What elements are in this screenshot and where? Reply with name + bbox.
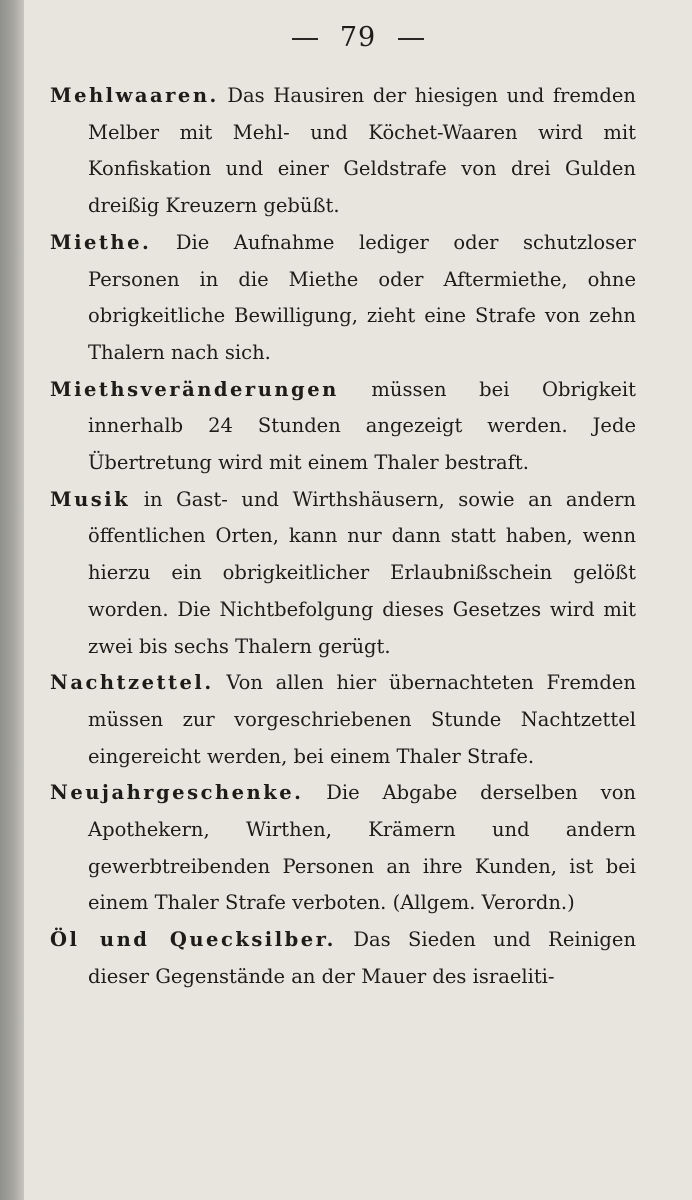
entry-headword: Neujahrgeschenke. [50, 781, 304, 805]
entry-headword: Musik [50, 487, 131, 511]
entry-text: Von allen hier übernachteten Fremden müssen zur vorgeschriebenen Stunde Nachtzettel eingereicht werden, bei einem Thaler Strafe. [88, 671, 636, 768]
entry-mehlwaaren [50, 78, 636, 225]
entry-headword: Mehlwaaren. [50, 84, 219, 107]
entry-text: Die Aufnahme lediger oder schutzloser Personen in die Miethe oder Aftermiethe, ohne obrigkeitliche Bewilligung, zieht eine Strafe von zehn Thalern nach sich. [88, 230, 637, 364]
entry-headword: Nachtzettel. [50, 671, 214, 695]
header-dash-left [292, 38, 318, 40]
book-spine-shadow [0, 0, 24, 1200]
entry-miethe [50, 225, 636, 372]
entry-headword: Miethe. [50, 230, 152, 254]
entry-oel-und-quecksilber [50, 922, 636, 995]
entry-text: Das Hausiren der hiesigen und fremden Melber mit Mehl- und Köchet-Waaren wird mit Konfiskation und einer Geldstrafe von drei Gulden dreißig Kreuzern gebüßt. [88, 84, 636, 218]
entry-text: Das Sieden und Reinigen dieser Gegenstände an der Mauer des israeliti- [88, 928, 637, 988]
header-dash-right [398, 38, 424, 40]
page-number: 79 [339, 22, 377, 53]
entry-headword: Öl und Quecksilber. [50, 928, 336, 952]
entry-neujahrgeschenke [50, 775, 636, 922]
entry-musik [50, 482, 636, 666]
page-header [24, 22, 692, 53]
entry-miethsveraenderungen [50, 372, 636, 482]
entry-text: Die Abgabe derselben von Apothekern, Wirthen, Krämern und andern gewerbtreibenden Personen an ihre Kunden, ist bei einem Thaler Strafe verboten. (Allgem. Verordn.) [88, 781, 636, 915]
entry-text: müssen bei Obrigkeit innerhalb 24 Stunden angezeigt werden. Jede Übertretung wird mit einem Thaler bestraft. [88, 377, 636, 475]
entry-headword: Miethsveränderungen [50, 377, 339, 401]
entry-nachtzettel [50, 665, 636, 775]
book-page [24, 0, 692, 1200]
page-text [50, 78, 636, 996]
entry-text: in Gast- und Wirthshäusern, sowie an andern öffentlichen Orten, kann nur dann statt haben, wenn hierzu ein obrigkeitlicher Erlaubnißschein gelößt worden. Die Nichtbefolgung dieses Gesetzes wird mit zwei bis sechs Thalern gerügt. [88, 487, 636, 658]
